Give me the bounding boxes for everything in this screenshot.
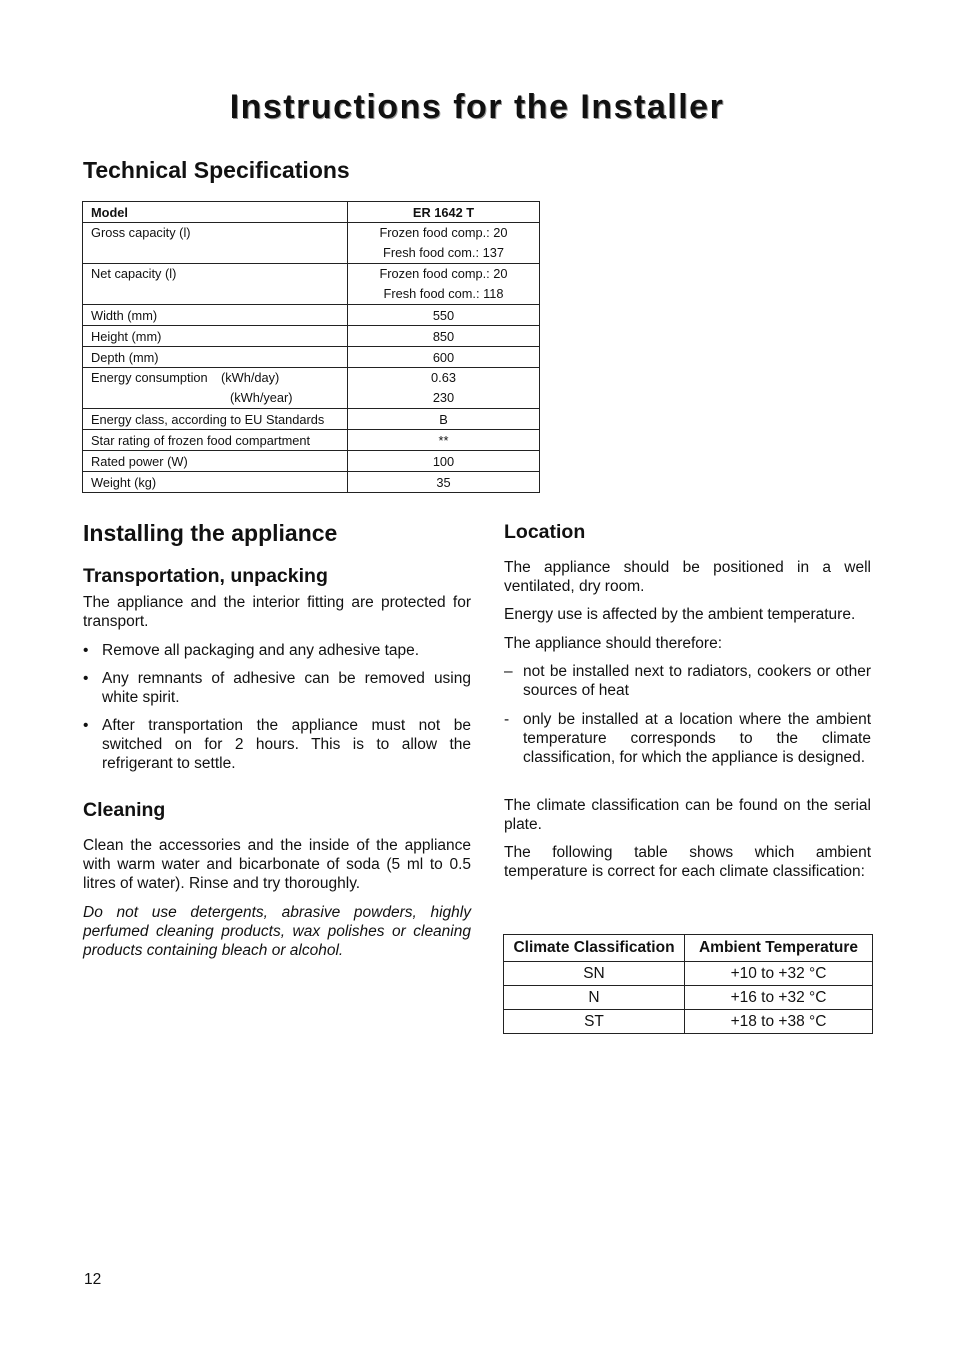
spec-label: Rated power (W) <box>83 451 348 472</box>
spec-row-width <box>83 305 540 326</box>
spec-label: Model <box>83 202 348 223</box>
bullet-marker: • <box>83 670 89 687</box>
climate-class: N <box>504 986 685 1010</box>
dash-marker: – <box>504 663 513 680</box>
page-number: 12 <box>84 1271 102 1288</box>
location-heading: Location <box>504 521 586 543</box>
tech-specs-heading: Technical Specifications <box>83 157 350 183</box>
page-title: Instructions for the Installer <box>229 88 725 126</box>
spec-label: Weight (kg) <box>83 472 348 493</box>
spec-label: Star rating of frozen food compartment <box>83 430 348 451</box>
spec-row-weight <box>83 472 540 493</box>
spec-value: B <box>348 409 540 430</box>
spec-value: ** <box>348 430 540 451</box>
spec-row-model <box>83 202 540 223</box>
list-item: • Any remnants of adhesive can be removed using white spirit. <box>83 670 471 706</box>
spec-label: Gross capacity (l) <box>91 225 191 240</box>
spec-unit: (kWh/year) <box>230 390 293 405</box>
spec-label: Depth (mm) <box>83 347 348 368</box>
ambient-temp: +18 to +38 °C <box>685 1010 873 1034</box>
column-header: Climate Classification <box>504 935 685 962</box>
spec-value: Frozen food comp.: 20 <box>379 266 508 281</box>
transport-heading: Transportation, unpacking <box>83 565 328 587</box>
cleaning-text: Clean the accessories and the inside of the appliance with warm water and bicarbonate of soda (5 ml to 0.5 litres of water). Rinse and try thoroughly. <box>83 837 471 892</box>
spec-unit: (kWh/day) <box>221 370 280 385</box>
column-header: Ambient Temperature <box>685 935 873 962</box>
spec-value: Fresh food com.: 137 <box>383 245 504 260</box>
spec-row-depth <box>83 347 540 368</box>
spec-label: Width (mm) <box>83 305 348 326</box>
spec-label: Height (mm) <box>83 326 348 347</box>
spec-label: Energy consumption <box>91 370 208 385</box>
spec-value: 600 <box>348 347 540 368</box>
list-item: • Remove all packaging and any adhesive tape. <box>83 642 420 659</box>
spec-row-energy-class <box>83 409 540 430</box>
location-p5: The following table shows which ambient temperature is correct for each climate classification: <box>504 844 871 880</box>
cleaning-heading: Cleaning <box>83 799 166 821</box>
spec-value: Frozen food comp.: 20 <box>379 225 508 240</box>
spec-row-net <box>83 264 540 305</box>
location-p1: The appliance should be positioned in a well ventilated, dry room. <box>504 559 871 595</box>
spec-label: Net capacity (l) <box>91 266 177 281</box>
location-p2: Energy use is affected by the ambient temperature. <box>504 606 856 623</box>
table-row <box>504 986 873 1010</box>
spec-label: Energy class, according to EU Standards <box>83 409 348 430</box>
spec-row-gross <box>83 223 540 264</box>
bullet-marker: • <box>83 717 89 734</box>
dash-marker: - <box>504 711 510 728</box>
climate-class: ST <box>504 1010 685 1034</box>
list-item: • After transportation the appliance must not be switched on for 2 hours. This is to allow the refrigerant to settle. <box>83 717 471 772</box>
climate-table <box>503 934 873 1034</box>
spec-row-star-rating <box>83 430 540 451</box>
installing-heading: Installing the appliance <box>83 520 338 546</box>
spec-value: Fresh food com.: 118 <box>383 286 504 301</box>
climate-class: SN <box>504 962 685 986</box>
ambient-temp: +16 to +32 °C <box>685 986 873 1010</box>
location-p3: The appliance should therefore: <box>504 635 723 652</box>
table-row <box>504 1010 873 1034</box>
ambient-temp: +10 to +32 °C <box>685 962 873 986</box>
spec-value: ER 1642 T <box>348 202 540 223</box>
transport-bullets <box>83 641 471 773</box>
spec-row-energy <box>83 368 540 409</box>
transport-intro: The appliance and the interior fitting are protected for transport. <box>83 594 471 630</box>
location-p4: The climate classification can be found on the serial plate. <box>504 797 871 833</box>
bullet-marker: • <box>83 642 89 659</box>
spec-row-rated-power <box>83 451 540 472</box>
climate-header-row <box>504 935 873 962</box>
list-item: - only be installed at a location where the ambient temperature corresponds to the climate classification, for which the appliance is designed. <box>504 711 871 766</box>
list-item: – not be installed next to radiators, cookers or other sources of heat <box>504 663 871 699</box>
table-row <box>504 962 873 986</box>
cleaning-warning: Do not use detergents, abrasive powders, highly perfumed cleaning products, wax polishes or cleaning products containing bleach or alcohol. <box>83 904 471 959</box>
spec-value: 35 <box>348 472 540 493</box>
spec-value: 230 <box>432 390 455 405</box>
spec-row-height <box>83 326 540 347</box>
spec-value: 850 <box>348 326 540 347</box>
spec-value: 550 <box>348 305 540 326</box>
spec-value: 100 <box>348 451 540 472</box>
tech-specs-table <box>82 201 540 493</box>
location-dash-list <box>504 662 871 767</box>
spec-value: 0.63 <box>431 370 456 385</box>
